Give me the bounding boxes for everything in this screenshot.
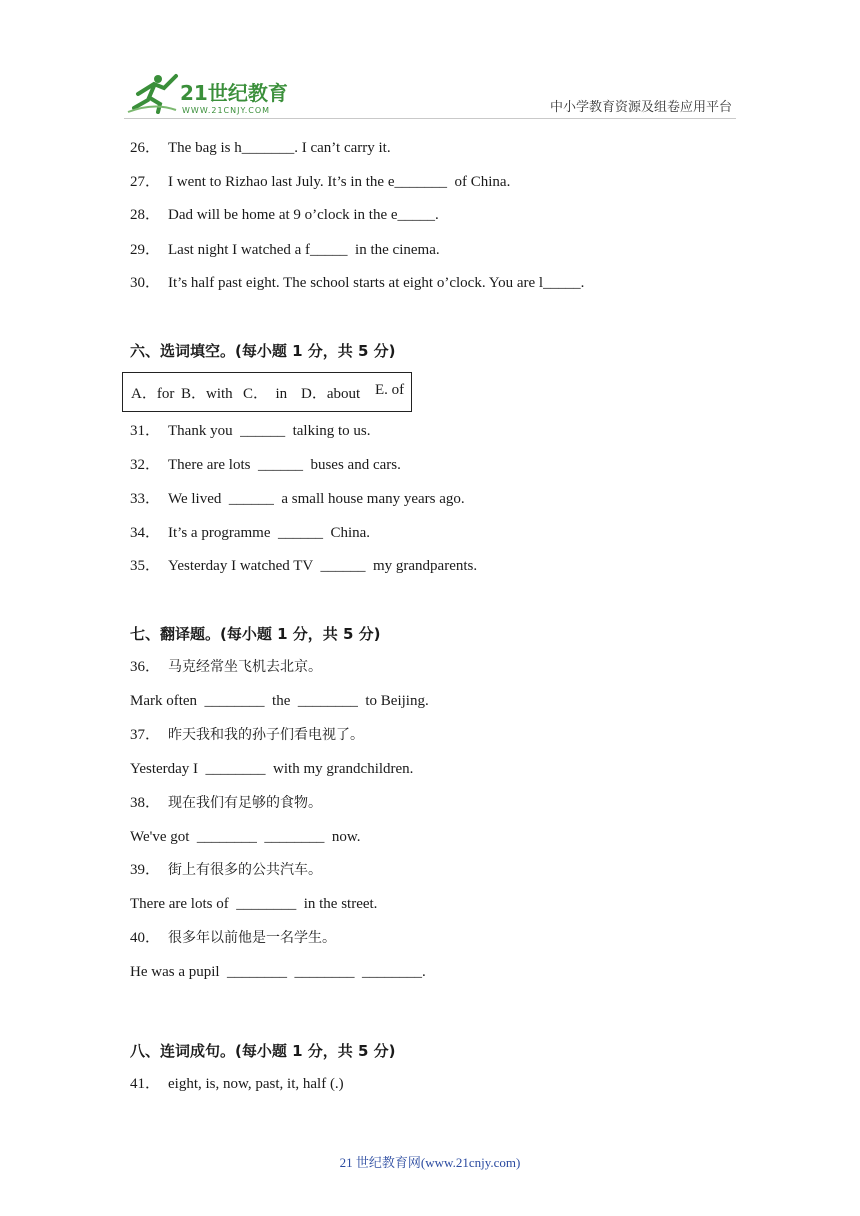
question-39-english: There are lots of ________ in the street.	[130, 896, 378, 912]
question-33: 33． We lived ______ a small house many years ago.	[130, 491, 465, 507]
question-29: 29． Last night I watched a f_____ in the cinema.	[130, 242, 440, 258]
section-heading-7: 七、翻译题。(每小题 1 分，共 5 分)	[130, 625, 381, 643]
question-35: 35． Yesterday I watched TV ______ my grandparents.	[130, 558, 478, 574]
logo-url: WWW.21CNJY.COM	[182, 106, 271, 115]
question-36-chinese: 36． 马克经常坐飞机去北京。	[130, 659, 323, 675]
runner-icon	[128, 75, 176, 112]
question-36-english: Mark often ________ the ________ to Beijing.	[130, 693, 429, 709]
question-40-english: He was a pupil ________ ________ ________.	[130, 964, 426, 980]
section-heading-8: 八、连词成句。(每小题 1 分，共 5 分)	[130, 1042, 396, 1060]
question-40-chinese: 40． 很多年以前他是一名学生。	[130, 930, 337, 946]
option-d: D．about	[301, 386, 361, 402]
question-39-chinese: 39． 街上有很多的公共汽车。	[130, 862, 323, 878]
question-38-english: We've got ________ ________ now.	[130, 829, 361, 845]
platform-label: 中小学教育资源及组卷应用平台	[549, 100, 732, 115]
option-b: B．with	[181, 386, 233, 402]
question-28: 28． Dad will be home at 9 o’clock in the e_____.	[130, 207, 439, 223]
question-37-english: Yesterday I ________ with my grandchildren.	[130, 761, 414, 777]
logo-text: 21世纪教育	[180, 81, 288, 105]
question-32: 32． There are lots ______ buses and cars.	[130, 457, 401, 473]
option-c: C． in	[243, 386, 288, 402]
question-27: 27． I went to Rizhao last July. It’s in the e_______ of China.	[130, 174, 511, 190]
question-26: 26． The bag is h_______. I can’t carry it.	[130, 140, 391, 156]
logo	[124, 72, 294, 116]
question-30: 30． It’s half past eight. The school starts at eight o’clock. You are l_____.	[130, 275, 585, 291]
question-37-chinese: 37． 昨天我和我的孙子们看电视了。	[130, 727, 365, 743]
question-38-chinese: 38． 现在我们有足够的食物。	[130, 795, 323, 811]
word-options-box	[122, 372, 412, 412]
option-a: A．for	[131, 386, 175, 402]
question-41: 41． eight, is, now, past, it, half (.)	[130, 1076, 344, 1092]
option-e: E. of	[375, 382, 405, 398]
question-34: 34． It’s a programme ______ China.	[130, 525, 371, 541]
page-footer: 21 世纪教育网(www.21cnjy.com)	[339, 1155, 521, 1170]
question-31: 31． Thank you ______ talking to us.	[130, 423, 371, 439]
section-heading-6: 六、选词填空。(每小题 1 分，共 5 分)	[130, 342, 396, 360]
page-header	[124, 68, 736, 119]
